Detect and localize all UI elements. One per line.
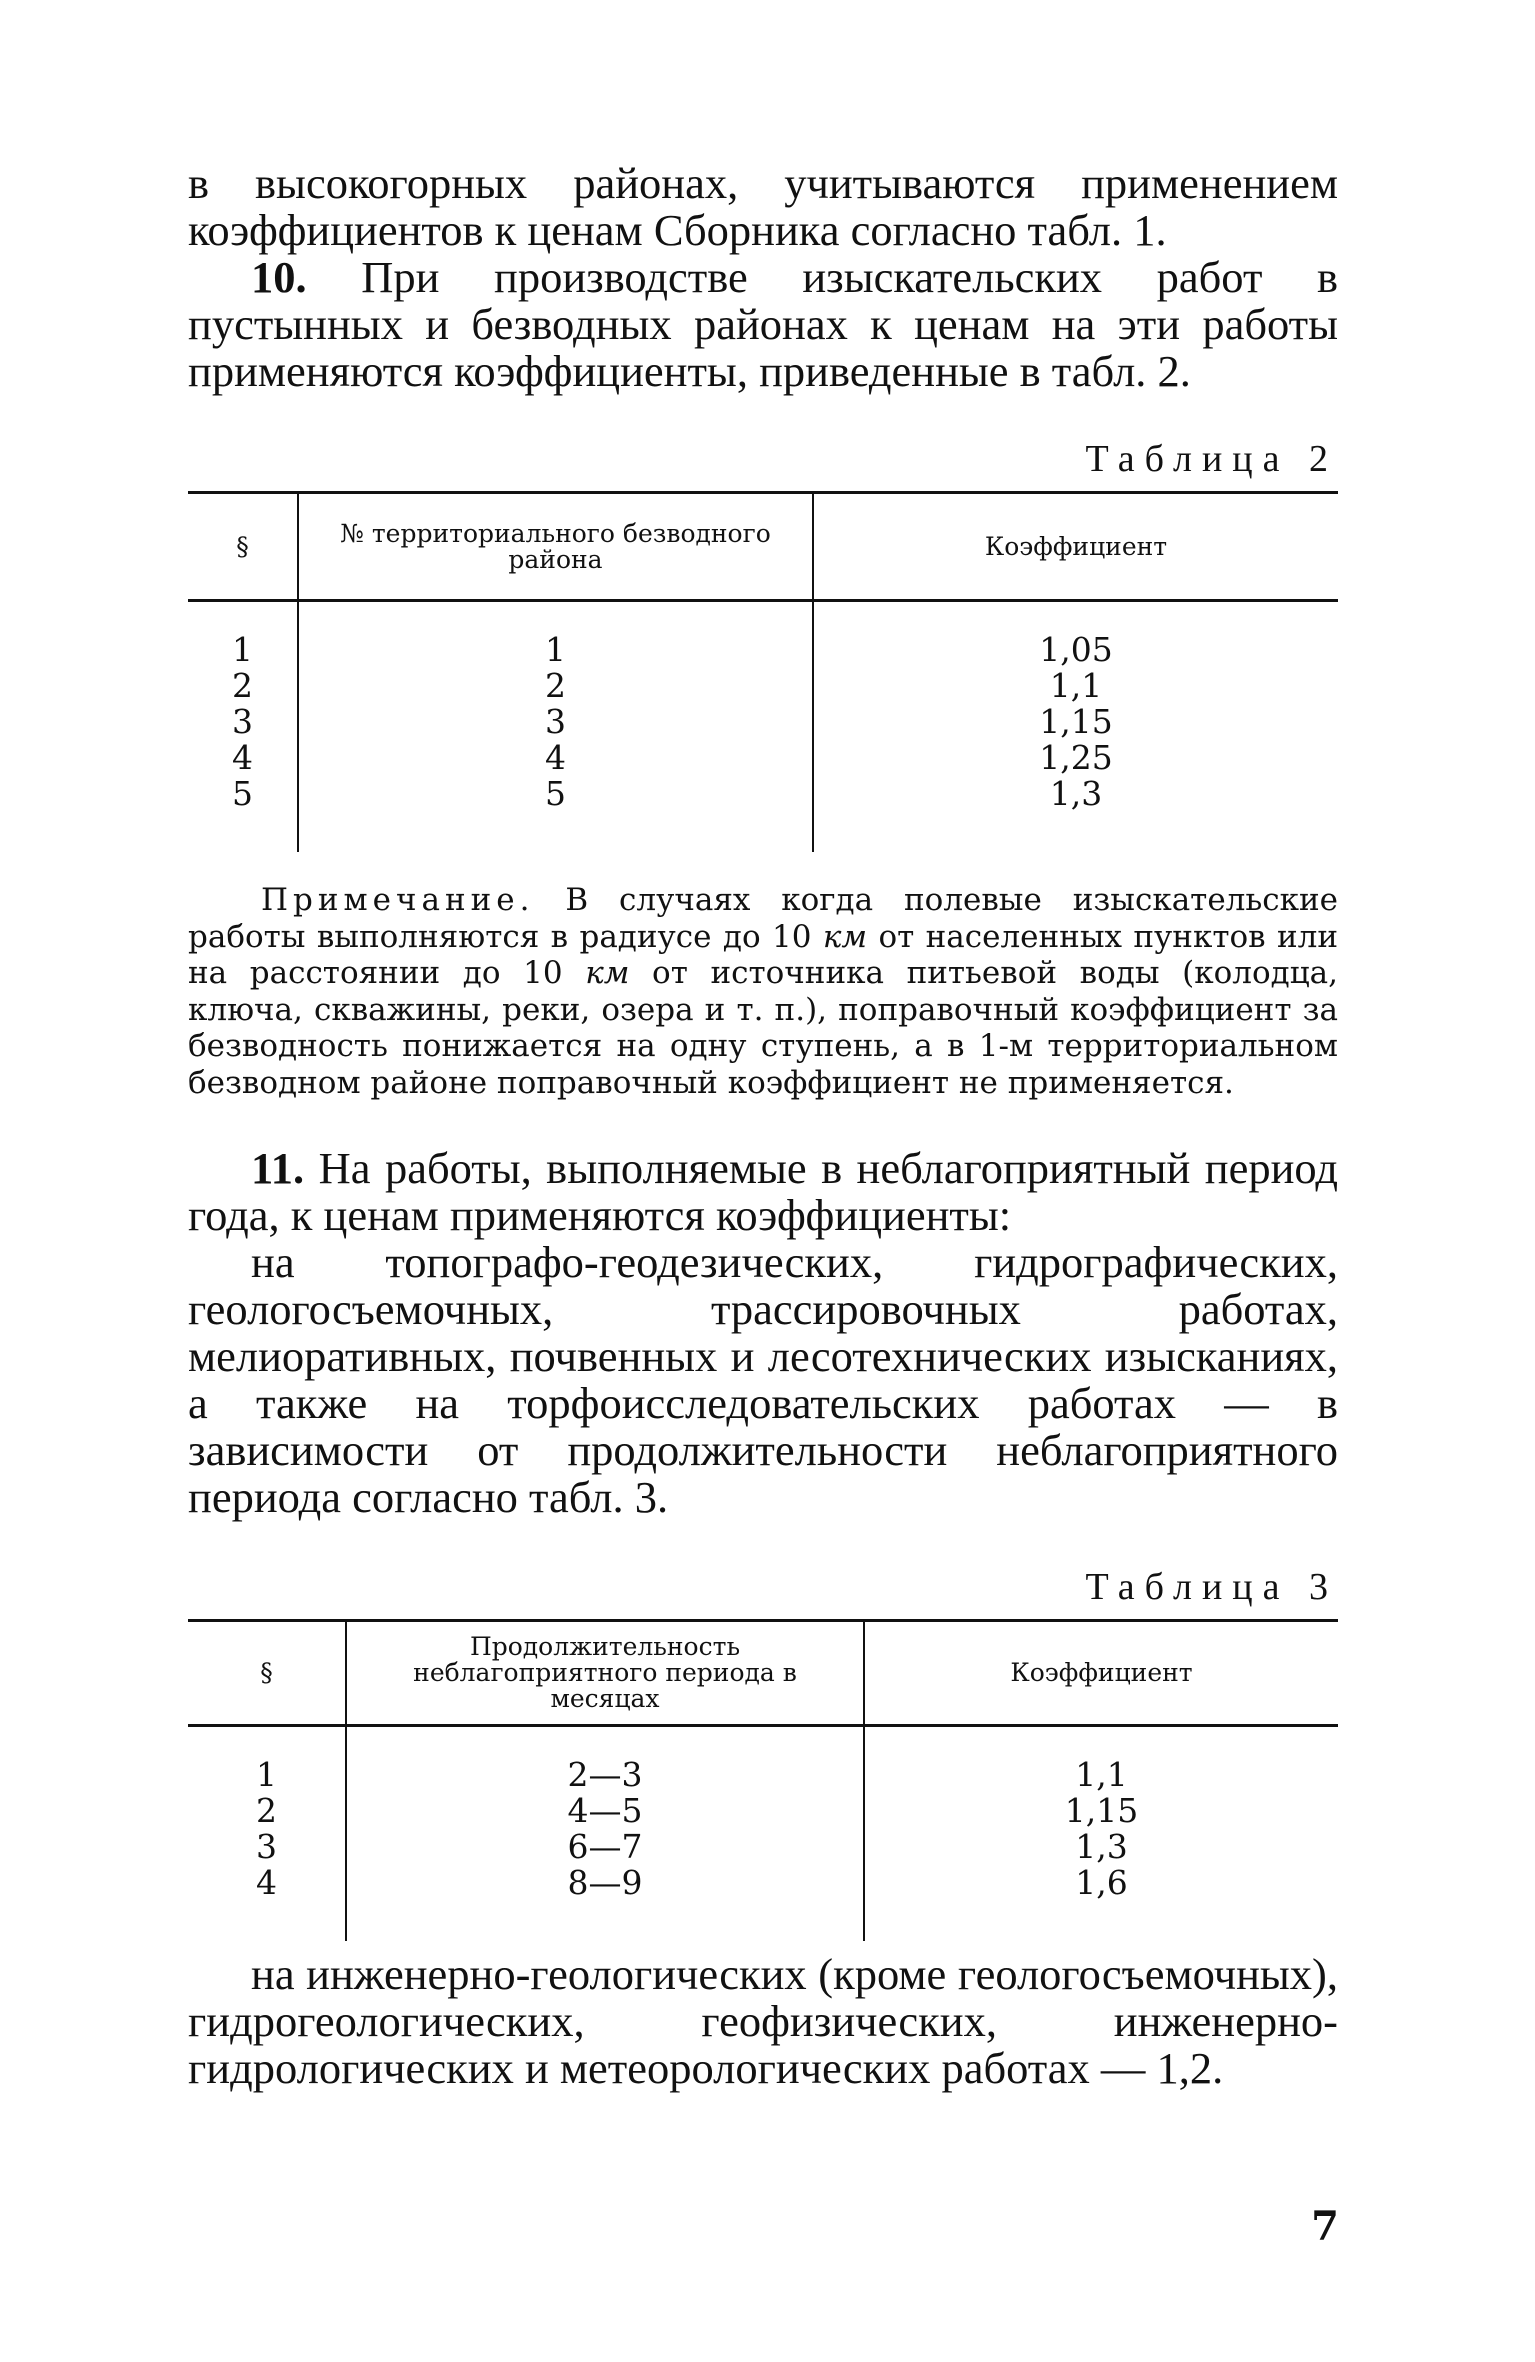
table-3-header-row — [188, 1621, 1338, 1726]
table-3-cell-section: 4 — [256, 1863, 277, 1902]
table-2-cell-section: 2 — [232, 666, 253, 705]
table-2-cell-coefficient: 1,1 — [813, 668, 1338, 704]
table-3-header-duration: Продолжительность неблагоприятного периода в месяцах — [346, 1621, 864, 1726]
table-2-caption: Таблица 2 — [1085, 438, 1338, 480]
note-text-2: от населенных пунктов или на расстоянии до 10 — [188, 918, 1338, 991]
table-2-cell-section: 1 — [232, 630, 253, 669]
table-2-cell-district: 5 — [298, 776, 813, 852]
table-3-cell-duration: 6—7 — [346, 1829, 864, 1865]
table-3-cell-duration: 8—9 — [346, 1865, 864, 1941]
table-row — [188, 1829, 1338, 1865]
table-2-header-district: № территориального безводного района — [298, 493, 813, 601]
table-2-cell-district: 1 — [298, 601, 813, 669]
item-10-paragraph — [188, 254, 1338, 395]
table-3-cell-section: 1 — [256, 1755, 277, 1794]
table-row — [188, 1865, 1338, 1941]
note-unit-2: км — [585, 955, 630, 991]
page-content — [188, 160, 1338, 2092]
table-row — [188, 704, 1338, 740]
table-3-header-section: § — [188, 1621, 346, 1726]
table-3-cell-duration: 2—3 — [346, 1726, 864, 1794]
table-3-cell-coefficient: 1,1 — [864, 1726, 1338, 1794]
table-3-header-coefficient: Коэффициент — [864, 1621, 1338, 1726]
intro-paragraph: в высокогорных районах, учитываются применением коэффициентов к ценам Сборника согласно табл. 1. — [188, 158, 1338, 255]
item-11-paragraph — [188, 1145, 1338, 1239]
item-10-text: При производстве изыскательских работ в пустынных и безводных районах к ценам на эти работы применяются коэффициенты, приведенные в табл. 2. — [188, 252, 1338, 396]
table-3-cell-coefficient: 1,15 — [864, 1793, 1338, 1829]
table-2-cell-coefficient: 1,05 — [813, 601, 1338, 669]
table-2-cell-district: 4 — [298, 740, 813, 776]
note-unit-1: км — [822, 918, 868, 955]
item-11-subparagraph: на топографо-геодезических, гидрографических, геологосъемочных, трассировочных работах, мелиоративных, почвенных и лесотехнических изысканиях, а также на торфоисследовательских работах — в зависимости от продолжительности неблагоприятного периода согласно табл. 3. — [188, 1237, 1338, 1522]
table-2-cell-section: 4 — [232, 738, 253, 777]
item-11-number: 11. — [251, 1143, 305, 1193]
table-2-header-row — [188, 493, 1338, 601]
table-3-cell-section: 3 — [256, 1827, 277, 1866]
table-2-cell-district: 2 — [298, 668, 813, 704]
table-row — [188, 740, 1338, 776]
note-text-3: от источника питьевой воды (колодца, ключа, скважины, реки, озера и т. п.), поправочный коэффициент за безводность понижается на одну ступень, а в 1-м территориальном безводном районе поправочный коэффициент не применяется. — [188, 955, 1339, 1101]
table-3-cell-coefficient: 1,6 — [864, 1865, 1338, 1941]
table-2-header-coefficient: Коэффициент — [813, 493, 1338, 601]
table-3 — [188, 1619, 1338, 1941]
table-2-cell-section: 5 — [232, 774, 253, 813]
item-10-number: 10. — [251, 252, 307, 302]
table-2 — [188, 491, 1338, 852]
table-row — [188, 601, 1338, 669]
table-2-cell-district: 3 — [298, 704, 813, 740]
note-text-1: В случаях когда полевые изыскательские работы выполняются в радиусе до 10 — [188, 882, 1338, 955]
closing-paragraph: на инженерно-геологических (кроме геологосъемочных), гидрогеологических, геофизических, инженерно-гидрологических и метеорологических работах — 1,2. — [188, 1949, 1338, 2093]
table-2-cell-coefficient: 1,15 — [813, 704, 1338, 740]
table-3-caption: Таблица 3 — [1085, 1566, 1338, 1608]
table-3-cell-coefficient: 1,3 — [864, 1829, 1338, 1865]
table-row — [188, 776, 1338, 852]
note-label: Примечание. — [261, 882, 535, 918]
table-2-cell-coefficient: 1,25 — [813, 740, 1338, 776]
page-number: 7 — [1311, 2203, 1339, 2250]
table-3-cell-duration: 4—5 — [346, 1793, 864, 1829]
table-2-note — [188, 882, 1338, 1101]
table-2-cell-coefficient: 1,3 — [813, 776, 1338, 852]
table-3-cell-section: 2 — [256, 1791, 277, 1830]
item-11-text: На работы, выполняемые в неблагоприятный период года, к ценам применяются коэффициенты: — [188, 1143, 1338, 1240]
table-2-header-section: § — [188, 493, 298, 601]
table-row — [188, 668, 1338, 704]
table-row — [188, 1793, 1338, 1829]
table-row — [188, 1726, 1338, 1794]
table-2-cell-section: 3 — [232, 702, 253, 741]
